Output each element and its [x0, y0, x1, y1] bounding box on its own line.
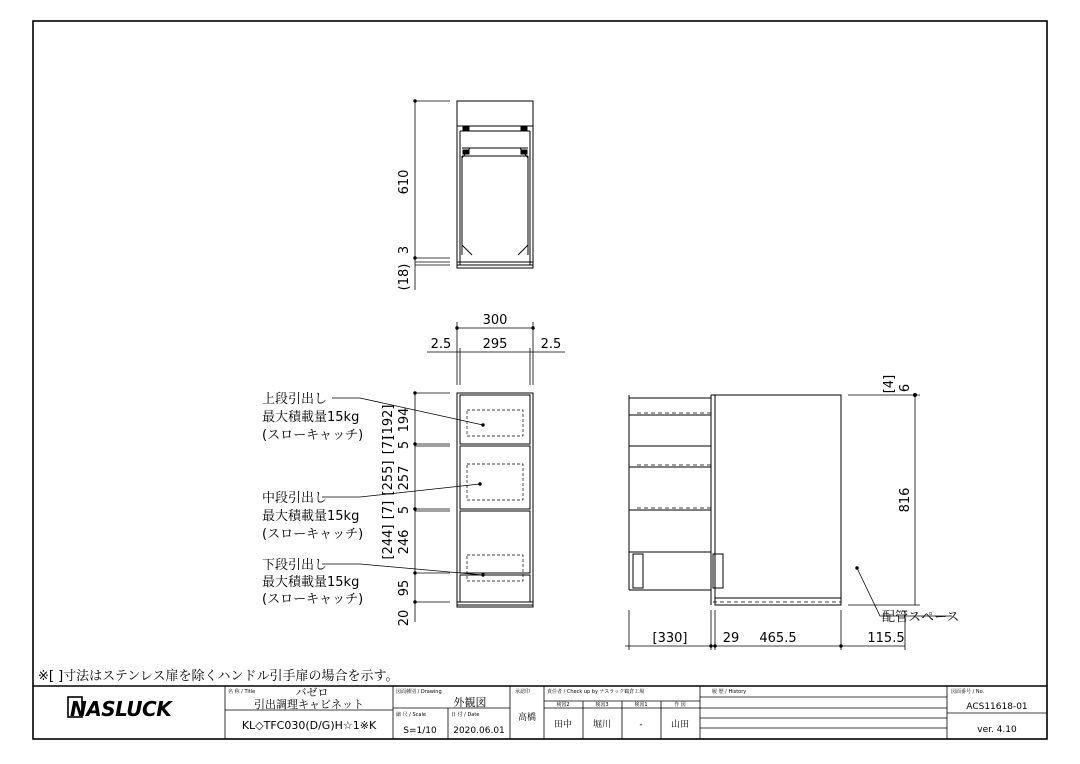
date-value: 2020.06.01 — [453, 726, 505, 736]
label-middle-load: 最大積載量15kg — [262, 509, 360, 524]
dim-base-height: 95 — [397, 579, 412, 597]
dim-lower-height-alt: [244] — [381, 524, 396, 560]
label-middle-catch: (スローキャッチ) — [262, 527, 364, 542]
side-view — [629, 395, 841, 605]
dim-pipe-space-depth: 115.5 — [867, 631, 905, 646]
drafter: 山田 — [670, 720, 690, 730]
label-pipe-space: 配管スペース — [882, 610, 960, 625]
history-caption: 履 歴 / History — [712, 689, 747, 695]
front-view-width-dimensions — [427, 322, 565, 385]
label-upper-load: 最大積載量15kg — [262, 410, 360, 425]
drawing-number: ACS11618-01 — [966, 702, 1028, 712]
scale-caption: 縮 尺 / Scale — [396, 712, 426, 718]
date-caption: 日 付 / Date — [451, 712, 480, 718]
check-caption: 責任者 / Check up by ナスラック鶴倉工場 — [547, 689, 645, 695]
top-view-dimensions — [414, 100, 450, 290]
title-block-lines — [33, 686, 1047, 739]
label-upper-catch: (スローキャッチ) — [262, 428, 364, 443]
label-upper-drawer: 上段引出し — [262, 392, 328, 407]
label-lower-catch: (スローキャッチ) — [262, 592, 364, 607]
dim-gap-2-alt: [7] — [381, 500, 396, 520]
front-view-height-dimensions — [414, 392, 450, 622]
check-header-2: 検図3 — [595, 702, 609, 708]
check-header-4: 作 図 — [674, 702, 686, 708]
nasluck-logo — [68, 697, 173, 721]
dim-side-left: 2.5 — [430, 337, 452, 352]
dim-middle-height-alt: [255] — [381, 460, 396, 496]
number-caption: 図面番号 / No. — [951, 689, 985, 695]
dim-body-depth: 465.5 — [759, 631, 797, 646]
dim-depth: 610 — [397, 169, 412, 195]
drawing-type: 外観図 — [453, 696, 487, 709]
label-lower-drawer: 下段引出し — [262, 558, 328, 573]
label-lower-load: 最大積載量15kg — [262, 575, 360, 590]
checker-1: 田中 — [553, 720, 573, 730]
series-name: バゼロ — [295, 686, 329, 699]
dim-gap-1: 5 — [397, 440, 412, 450]
dim-total-width: 300 — [482, 313, 508, 328]
check-header-1: 検図2 — [556, 702, 570, 708]
top-view — [457, 101, 533, 268]
dim-back-gap: 3 — [397, 245, 412, 255]
dim-lower-height: 246 — [397, 529, 412, 555]
drawing-caption: 図面種別 / Drawing — [396, 689, 442, 695]
dim-top-gap: 6 — [898, 383, 913, 393]
checker-2: 堀川 — [592, 720, 612, 730]
dim-inner-width: 295 — [482, 337, 508, 352]
dimension-note: ※[ ]寸法はステンレス扉を除くハンドル引手扉の場合を示す。 — [38, 669, 399, 684]
dim-plinth-height: 20 — [397, 609, 412, 627]
scale-value: S=1/10 — [403, 726, 437, 736]
label-middle-drawer: 中段引出し — [262, 491, 328, 506]
dim-top-gap-alt: [4] — [882, 374, 897, 394]
dim-side-right: 2.5 — [540, 337, 562, 352]
approver-name: 高橋 — [517, 713, 537, 723]
front-view — [457, 393, 533, 607]
check-header-3: 検図1 — [634, 702, 648, 708]
approval-caption: 承認印 — [515, 689, 531, 695]
dim-gap-1-alt: [7] — [381, 435, 396, 455]
dim-front-thickness: (18) — [397, 263, 412, 291]
svg-text:NASLUCK: NASLUCK — [70, 697, 172, 721]
dim-middle-height: 257 — [397, 465, 412, 491]
dim-upper-height: 194 — [397, 407, 412, 433]
model-number: KL◇TFC030(D/G)H☆1※K — [241, 719, 377, 732]
dim-gap-2: 5 — [397, 505, 412, 515]
dim-front-offset: 29 — [722, 631, 740, 646]
checker-3: - — [639, 720, 643, 730]
title-caption: 名 称 / Title — [228, 689, 256, 695]
dim-projection: [330] — [652, 631, 688, 646]
product-name: 引出調理キャビネット — [254, 698, 364, 711]
dim-upper-height-alt: [192] — [381, 404, 396, 440]
dim-side-height: 816 — [898, 487, 913, 513]
version: ver. 4.10 — [977, 725, 1017, 735]
